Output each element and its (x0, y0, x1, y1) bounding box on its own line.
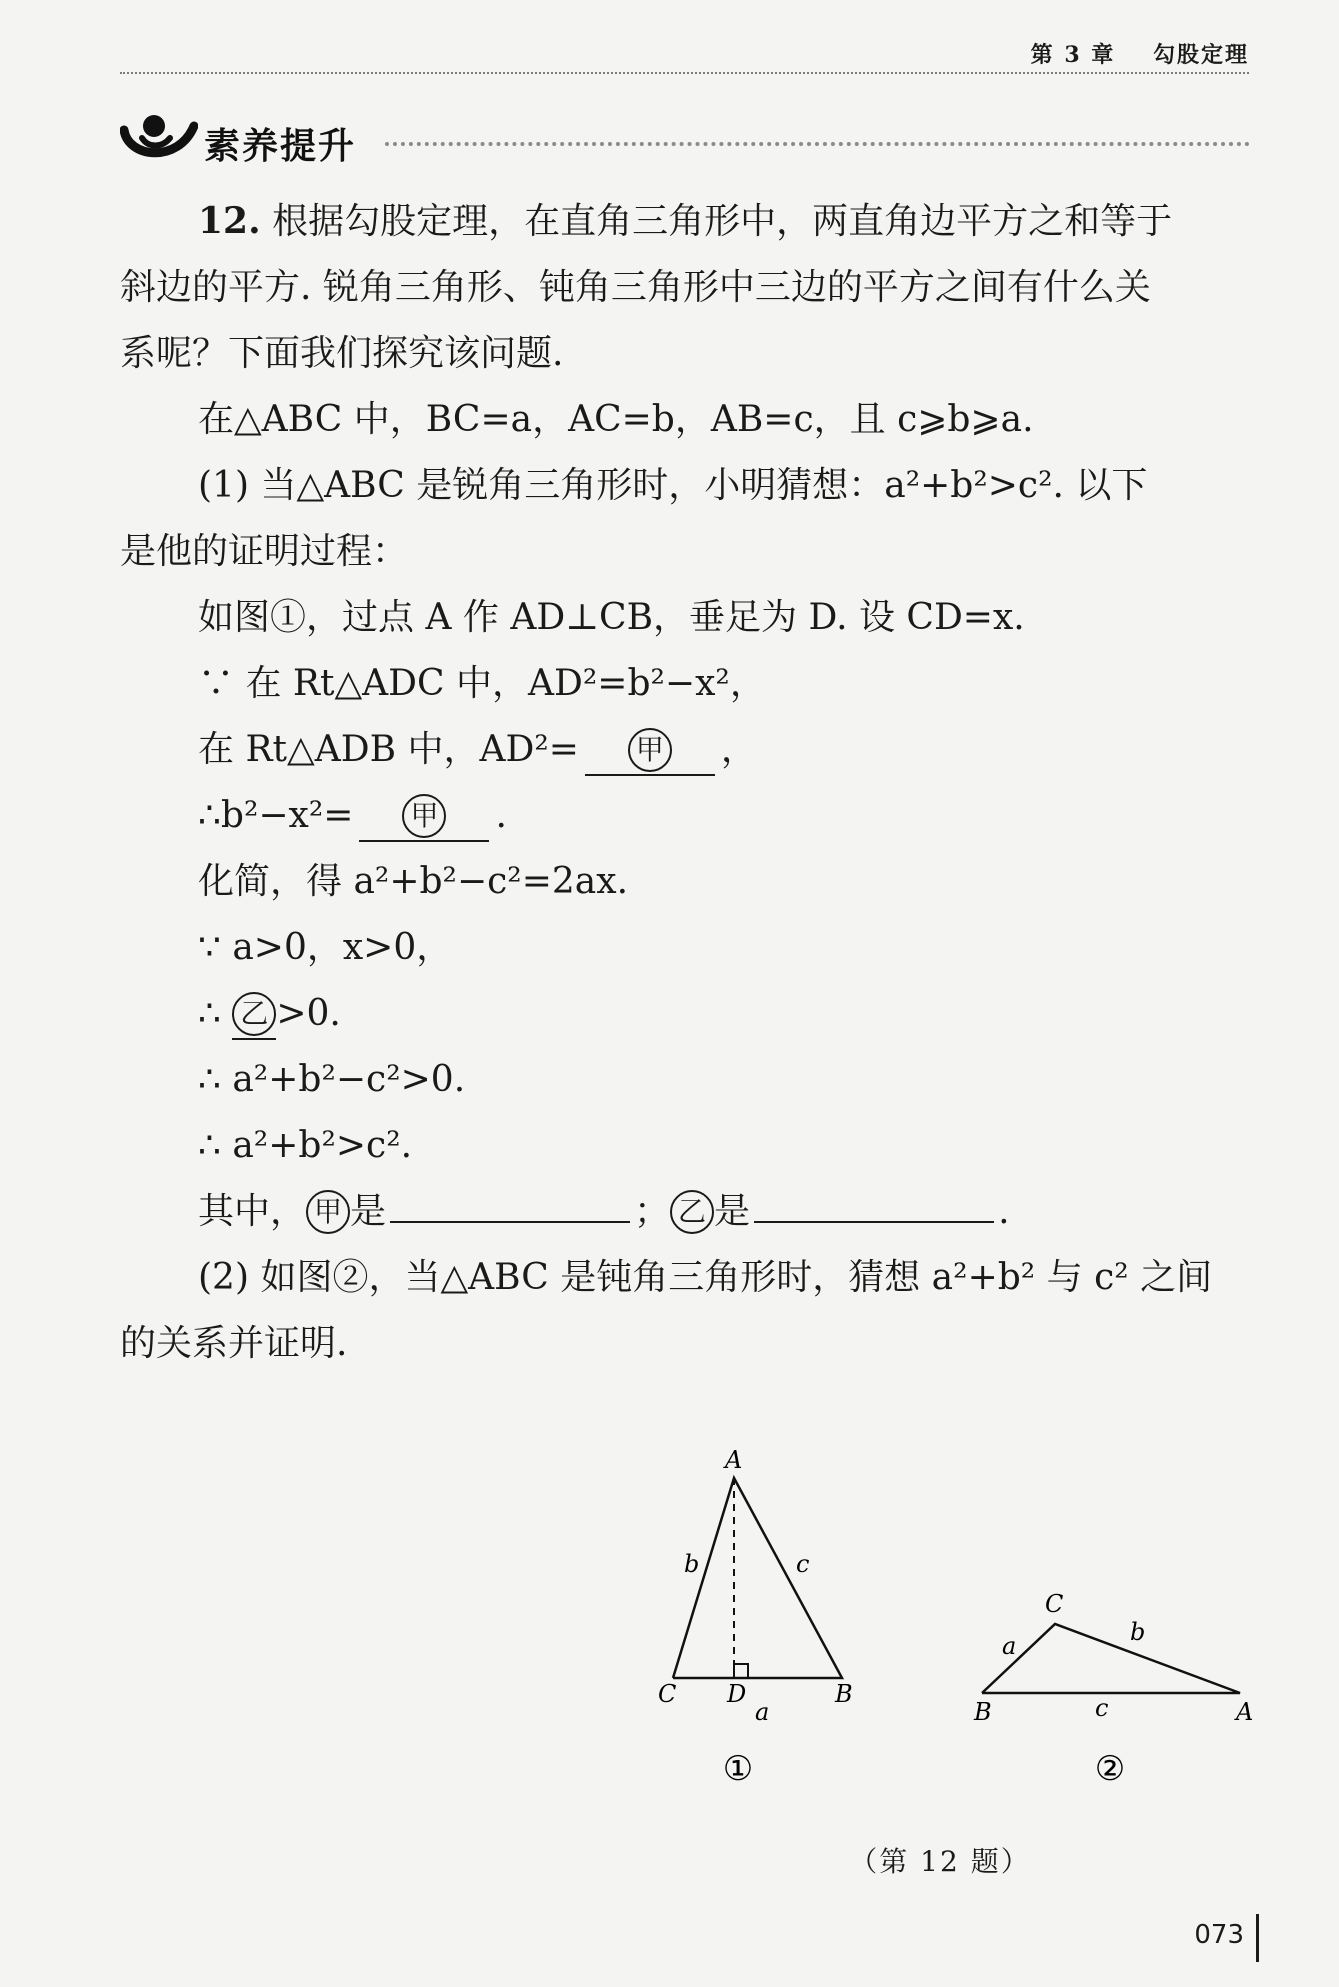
figure-1-number: ① (722, 1749, 754, 1789)
page-number-bar (1256, 1914, 1259, 1962)
fig2-side-a: a (1002, 1632, 1017, 1660)
section-logo-icon (120, 112, 198, 168)
figure-1-acute-triangle (658, 1446, 853, 1789)
running-header (1031, 38, 1249, 69)
given-conditions: 在△ABC 中，BC=a，AC=b，AB=c，且 c⩾b⩾a. (198, 399, 1034, 440)
answer-blank-jia[interactable] (390, 1221, 630, 1223)
page-number: 073 (1194, 1920, 1244, 1950)
yi-mark: 乙 (232, 992, 276, 1036)
blank-yi[interactable] (232, 990, 276, 1040)
fig1-label-A: A (725, 1446, 743, 1474)
proof-line-10-is-1: 是 (350, 1191, 387, 1232)
fig2-label-C: C (1045, 1590, 1064, 1618)
blank-jia-2[interactable] (359, 792, 489, 842)
header-divider (120, 72, 1249, 74)
proof-line-5: 化简，得 a²+b²−c²=2ax. (198, 861, 629, 902)
figure-caption: （第 12 题） (849, 1845, 1031, 1878)
figure-svg (0, 1440, 1339, 1840)
proof-line-7-therefore: ∴ (198, 993, 233, 1034)
problem-intro-line-3: 系呢？下面我们探究该问题. (120, 333, 564, 374)
proof-line-1: 如图①，过点 A 作 AD⊥CB，垂足为 D. 设 CD=x. (198, 597, 1025, 638)
proof-line-2: ∵ 在 Rt△ADC 中，AD²=b²−x²， (198, 663, 766, 704)
chapter-title: 勾股定理 (1152, 42, 1249, 68)
figure-2-obtuse-triangle (973, 1590, 1253, 1789)
fig2-label-B: B (974, 1698, 992, 1726)
intro-text-1: 根据勾股定理，在直角三角形中，两直角边平方之和等于 (272, 201, 1173, 242)
proof-line-4 (120, 783, 1250, 849)
section-dotted-rule (385, 142, 1250, 146)
fig2-side-c: c (1095, 1694, 1109, 1722)
figure-2-number: ② (1094, 1749, 1126, 1789)
proof-line-10 (120, 1179, 1250, 1245)
fig1-label-B: B (835, 1680, 853, 1708)
fig1-label-D: D (727, 1680, 747, 1708)
problem-12 (120, 188, 1250, 1377)
proof-line-10-is-2: 是 (714, 1191, 751, 1232)
proof-line-6: ∵ a>0，x>0， (198, 927, 453, 968)
fig1-side-a: a (755, 1698, 770, 1726)
fig1-side-b: b (684, 1550, 700, 1578)
yi-mark: 乙 (670, 1190, 714, 1234)
jia-mark: 甲 (402, 794, 446, 838)
proof-line-7 (120, 981, 1250, 1047)
proof-line-7-end: >0. (276, 993, 341, 1034)
right-angle-mark (734, 1664, 748, 1678)
proof-line-10-sep: ； (634, 1191, 671, 1232)
figures (0, 1440, 1339, 1870)
jia-mark: 甲 (628, 728, 672, 772)
proof-line-10-end: . (998, 1191, 1010, 1232)
problem-number: 12. (198, 200, 261, 242)
part1-line-2: 是他的证明过程： (120, 531, 409, 572)
fig2-side-b: b (1130, 1618, 1146, 1646)
fig1-label-C: C (658, 1680, 677, 1708)
proof-line-3-end: ， (720, 729, 757, 770)
chapter-number: 第 3 章 (1030, 42, 1116, 68)
blank-jia-1[interactable] (585, 726, 715, 776)
part2-line-1: (2) 如图②，当△ABC 是钝角三角形时，猜想 a²+b² 与 c² 之间 (198, 1257, 1213, 1298)
proof-line-3-text: 在 Rt△ADB 中，AD²= (198, 729, 579, 770)
proof-line-3 (120, 717, 1250, 783)
section-title: 素养提升 (204, 126, 357, 167)
proof-line-10-text: 其中， (198, 1191, 307, 1232)
proof-line-9: ∴ a²+b²>c². (198, 1125, 413, 1166)
jia-mark: 甲 (306, 1190, 350, 1234)
part2-line-2: 的关系并证明. (120, 1323, 348, 1364)
proof-line-4-end: . (495, 795, 507, 836)
proof-line-8: ∴ a²+b²−c²>0. (198, 1059, 466, 1100)
problem-intro-line-2: 斜边的平方. 锐角三角形、钝角三角形中三边的平方之间有什么关 (120, 267, 1151, 308)
part1-line-1: (1) 当△ABC 是锐角三角形时，小明猜想：a²+b²>c². 以下 (198, 465, 1148, 506)
fig2-label-A: A (1236, 1698, 1254, 1726)
answer-blank-yi[interactable] (754, 1221, 994, 1223)
problem-intro-line-1 (120, 188, 1250, 255)
section-heading (120, 112, 1250, 172)
fig1-side-c: c (796, 1550, 810, 1578)
proof-line-4-text: ∴b²−x²= (198, 795, 354, 836)
